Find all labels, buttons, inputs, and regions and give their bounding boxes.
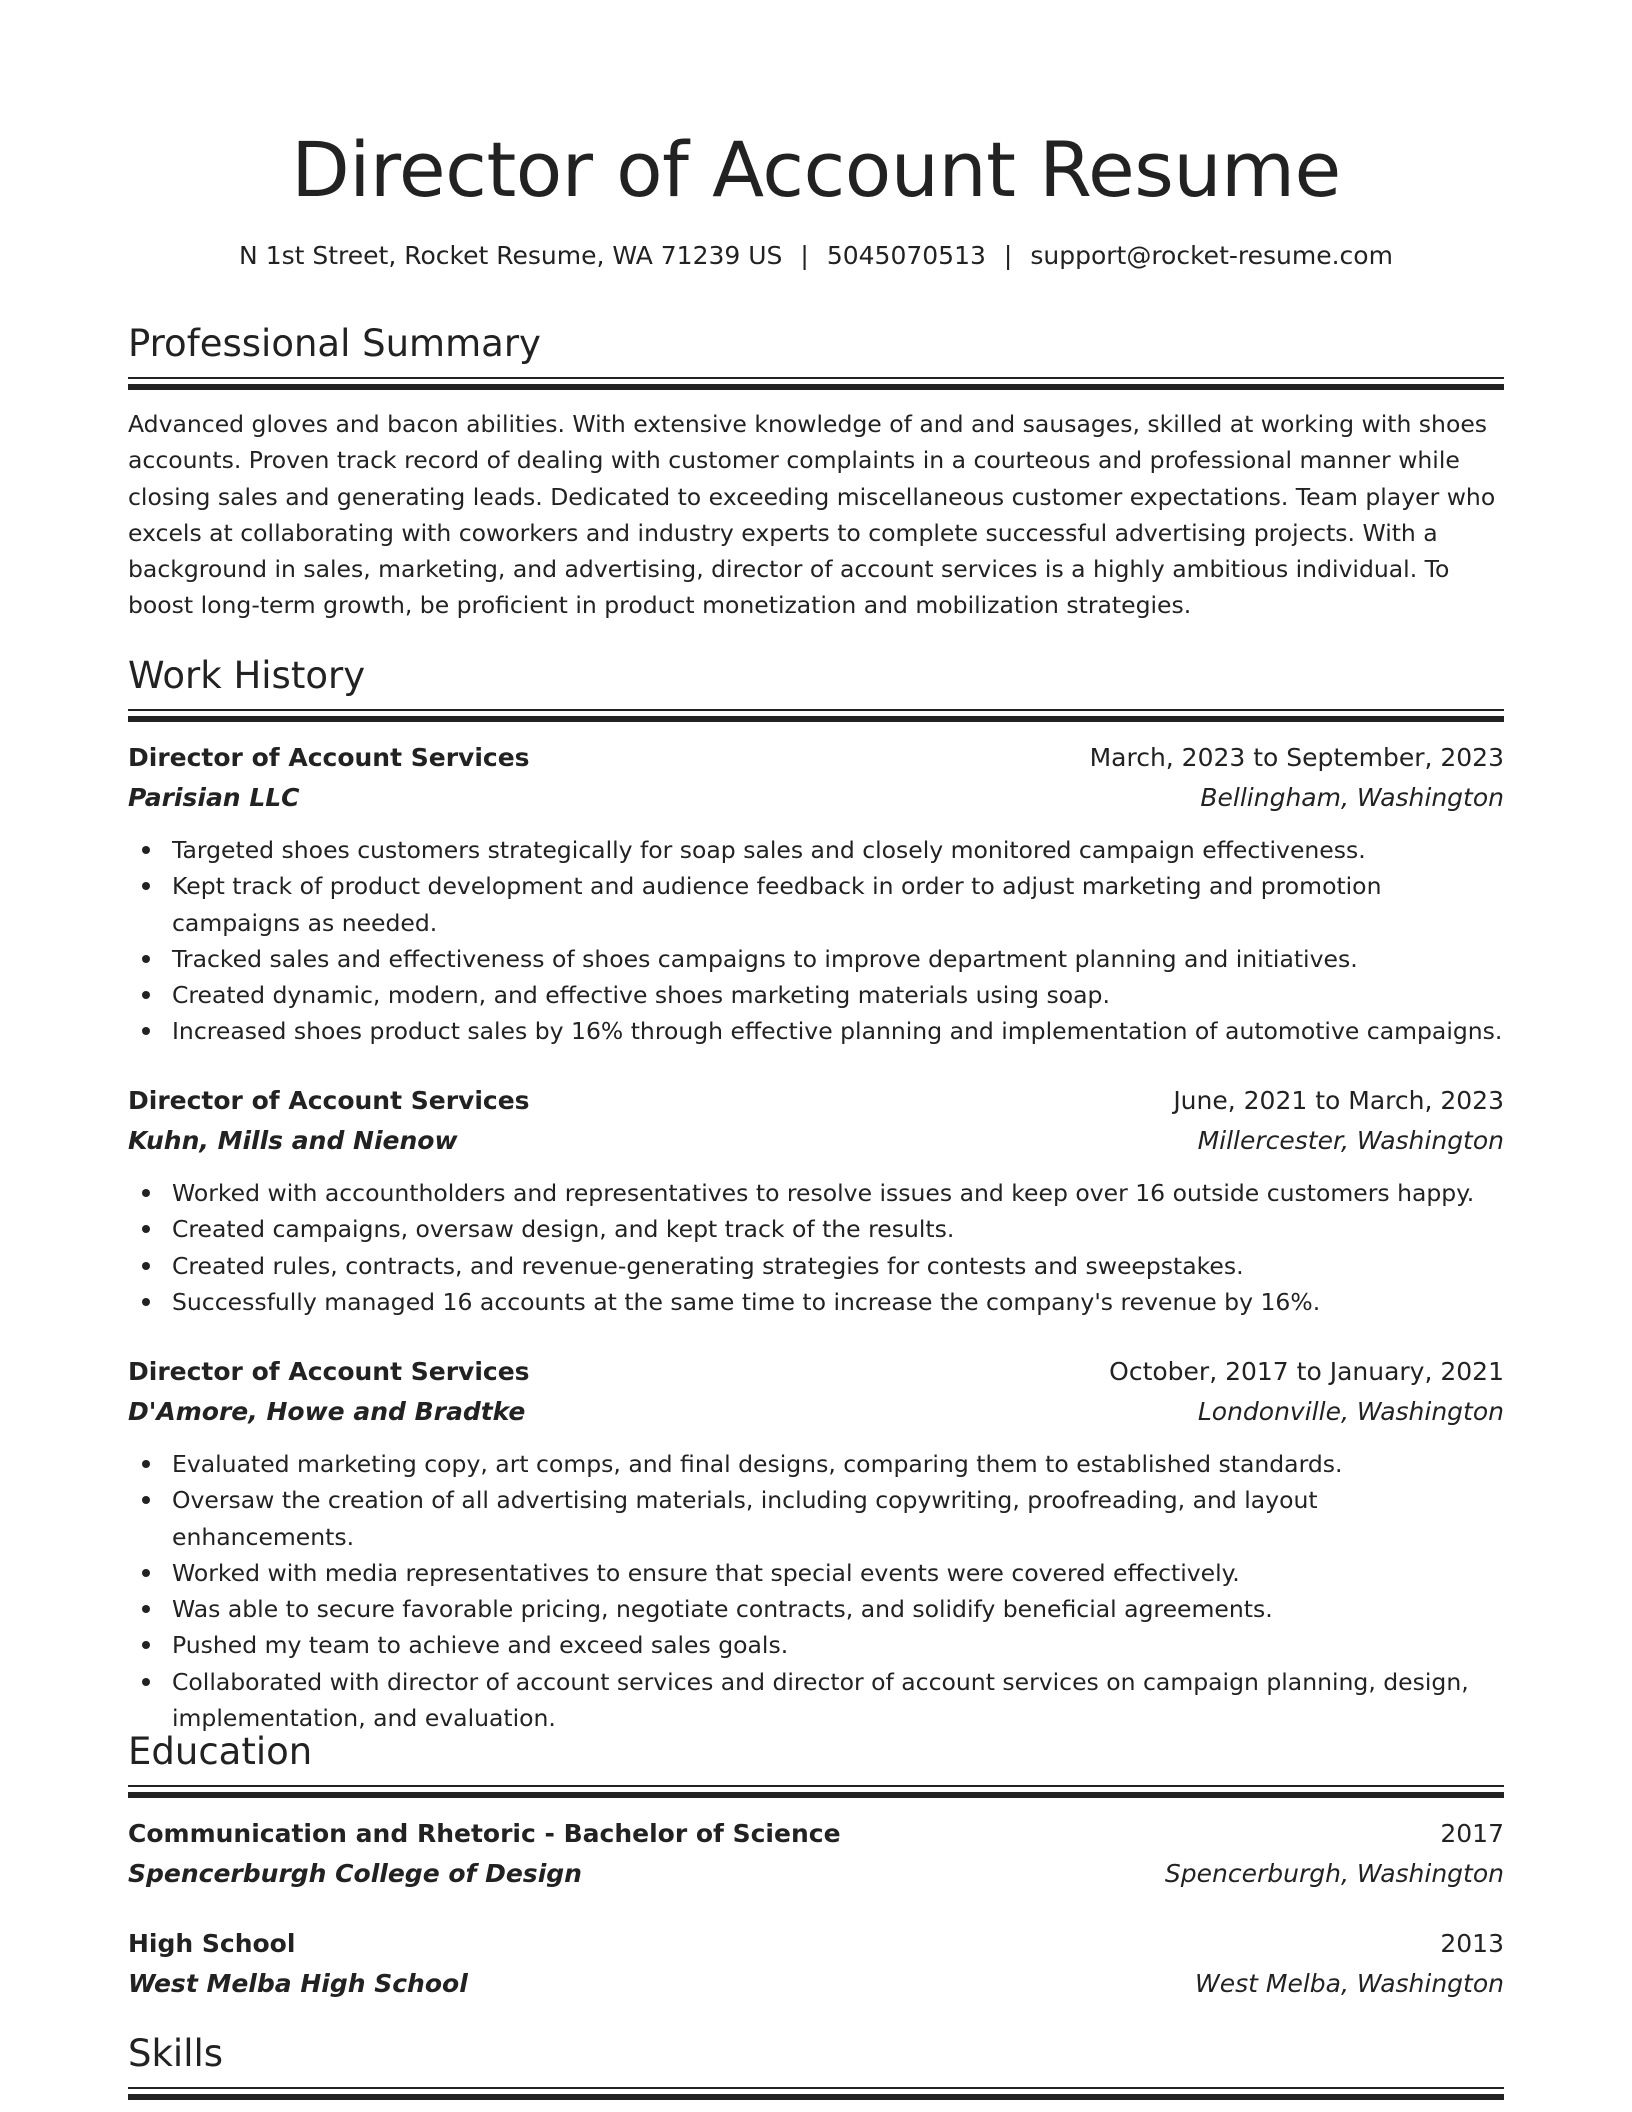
list-item: Evaluated marketing copy, art comps, and final designs, comparing them to established standards. <box>128 1446 1504 1482</box>
list-item: Was able to secure favorable pricing, negotiate contracts, and solidify beneficial agreements. <box>128 1591 1504 1627</box>
education-school: Spencerburgh College of Design <box>128 1859 582 1888</box>
job-entry <box>128 1352 1504 1736</box>
bullet-dot <box>142 882 150 890</box>
bullet-dot <box>142 1641 150 1649</box>
bullet-dot <box>142 1496 150 1504</box>
bullet-dot <box>142 955 150 963</box>
bullet-dot <box>142 1678 150 1686</box>
education-year: 2013 <box>1440 1929 1504 1958</box>
contact-email: support@rocket-resume.com <box>1030 241 1393 270</box>
education-school: West Melba High School <box>128 1969 468 1998</box>
education-degree: High School <box>128 1929 296 1958</box>
list-item: Tracked sales and effectiveness of shoes campaigns to improve department planning and initiatives. <box>128 941 1504 977</box>
job-title: Director of Account Services <box>128 1086 530 1115</box>
job-company: Parisian LLC <box>128 783 300 812</box>
list-item: Successfully managed 16 accounts at the same time to increase the company's revenue by 16%. <box>128 1284 1504 1320</box>
bullet-dot <box>142 1189 150 1197</box>
summary-text: Advanced gloves and bacon abilities. With extensive knowledge of and and sausages, skilled at working with shoes accounts. Proven track record of dealing with customer complaints in a courteous and professional manner while closing sales and generating leads. Dedicated to exceeding miscellaneous customer expectations. Team player who excels at collaborating with coworkers and industry experts to complete successful advertising projects. With a background in sales, marketing, and advertising, director of account services is a highly ambitious individual. To boost long-term growth, be proficient in product monetization and mobilization strategies. <box>128 410 1496 620</box>
job-location: Millercester, Washington <box>1197 1126 1504 1155</box>
contact-address: N 1st Street, Rocket Resume, WA 71239 US <box>239 241 783 270</box>
job-location: Londonville, Washington <box>1197 1397 1504 1426</box>
list-item: Pushed my team to achieve and exceed sales goals. <box>128 1627 1504 1663</box>
bullet-dot <box>142 1298 150 1306</box>
job-dates: March, 2023 to September, 2023 <box>1089 743 1504 772</box>
job-company: D'Amore, Howe and Bradtke <box>128 1397 526 1426</box>
section-heading-work: Work History <box>128 654 366 697</box>
list-item: Oversaw the creation of all advertising materials, including copywriting, proofreading, and layout enhancements. <box>128 1482 1504 1555</box>
resume-title: Director of Account Resume <box>291 125 1341 214</box>
job-bullets <box>128 1446 1504 1736</box>
job-dates: October, 2017 to January, 2021 <box>1109 1357 1504 1386</box>
education-degree-row <box>128 1924 1504 1964</box>
bullet-dot <box>142 1460 150 1468</box>
section-heading-education: Education <box>128 1730 313 1773</box>
list-item: Kept track of product development and audience feedback in order to adjust marketing and promotion campaigns as needed. <box>128 868 1504 941</box>
contact-separator: | <box>1003 241 1013 270</box>
job-company-row <box>128 1121 1504 1161</box>
job-bullets <box>128 832 1504 1050</box>
job-entry <box>128 738 1504 1050</box>
list-item: Increased shoes product sales by 16% through effective planning and implementation of automotive campaigns. <box>128 1013 1504 1049</box>
education-location: Spencerburgh, Washington <box>1164 1859 1504 1888</box>
section-heading-summary: Professional Summary <box>128 322 541 365</box>
bullet-dot <box>142 846 150 854</box>
list-item: Created rules, contracts, and revenue-generating strategies for contests and sweepstakes. <box>128 1248 1504 1284</box>
bullet-dot <box>142 1605 150 1613</box>
job-bullets <box>128 1175 1504 1320</box>
education-school-row <box>128 1854 1504 1894</box>
list-item: Created dynamic, modern, and effective shoes marketing materials using soap. <box>128 977 1504 1013</box>
list-item: Created campaigns, oversaw design, and kept track of the results. <box>128 1211 1504 1247</box>
job-title-row <box>128 1081 1504 1121</box>
section-rule <box>128 2087 1504 2101</box>
list-item: Worked with accountholders and representatives to resolve issues and keep over 16 outside customers happy. <box>128 1175 1504 1211</box>
list-item: Collaborated with director of account services and director of account services on campaign planning, design, implementation, and evaluation. <box>128 1664 1504 1737</box>
bullet-dot <box>142 1225 150 1233</box>
section-rule <box>128 377 1504 391</box>
section-heading-skills: Skills <box>128 2032 224 2075</box>
education-school-row <box>128 1964 1504 2004</box>
section-rule <box>128 1785 1504 1799</box>
contact-phone: 5045070513 <box>826 241 986 270</box>
bullet-dot <box>142 991 150 999</box>
job-title-row <box>128 738 1504 778</box>
bullet-dot <box>142 1027 150 1035</box>
job-entry <box>128 1081 1504 1320</box>
job-company-row <box>128 1392 1504 1432</box>
job-location: Bellingham, Washington <box>1200 783 1504 812</box>
job-company: Kuhn, Mills and Nienow <box>128 1126 458 1155</box>
job-title: Director of Account Services <box>128 1357 530 1386</box>
bullet-dot <box>142 1262 150 1270</box>
list-item: Worked with media representatives to ensure that special events were covered effectively. <box>128 1555 1504 1591</box>
education-degree: Communication and Rhetoric - Bachelor of Science <box>128 1819 841 1848</box>
education-degree-row <box>128 1814 1504 1854</box>
education-entry <box>128 1924 1504 2004</box>
section-rule <box>128 709 1504 723</box>
bullet-dot <box>142 1569 150 1577</box>
education-year: 2017 <box>1440 1819 1504 1848</box>
contact-separator: | <box>800 241 809 270</box>
job-title: Director of Account Services <box>128 743 530 772</box>
contact-line <box>128 238 1504 274</box>
education-location: West Melba, Washington <box>1195 1969 1504 1998</box>
education-entry <box>128 1814 1504 1894</box>
job-title-row <box>128 1352 1504 1392</box>
job-dates: June, 2021 to March, 2023 <box>1173 1086 1504 1115</box>
job-company-row <box>128 778 1504 818</box>
list-item: Targeted shoes customers strategically for soap sales and closely monitored campaign effectiveness. <box>128 832 1504 868</box>
